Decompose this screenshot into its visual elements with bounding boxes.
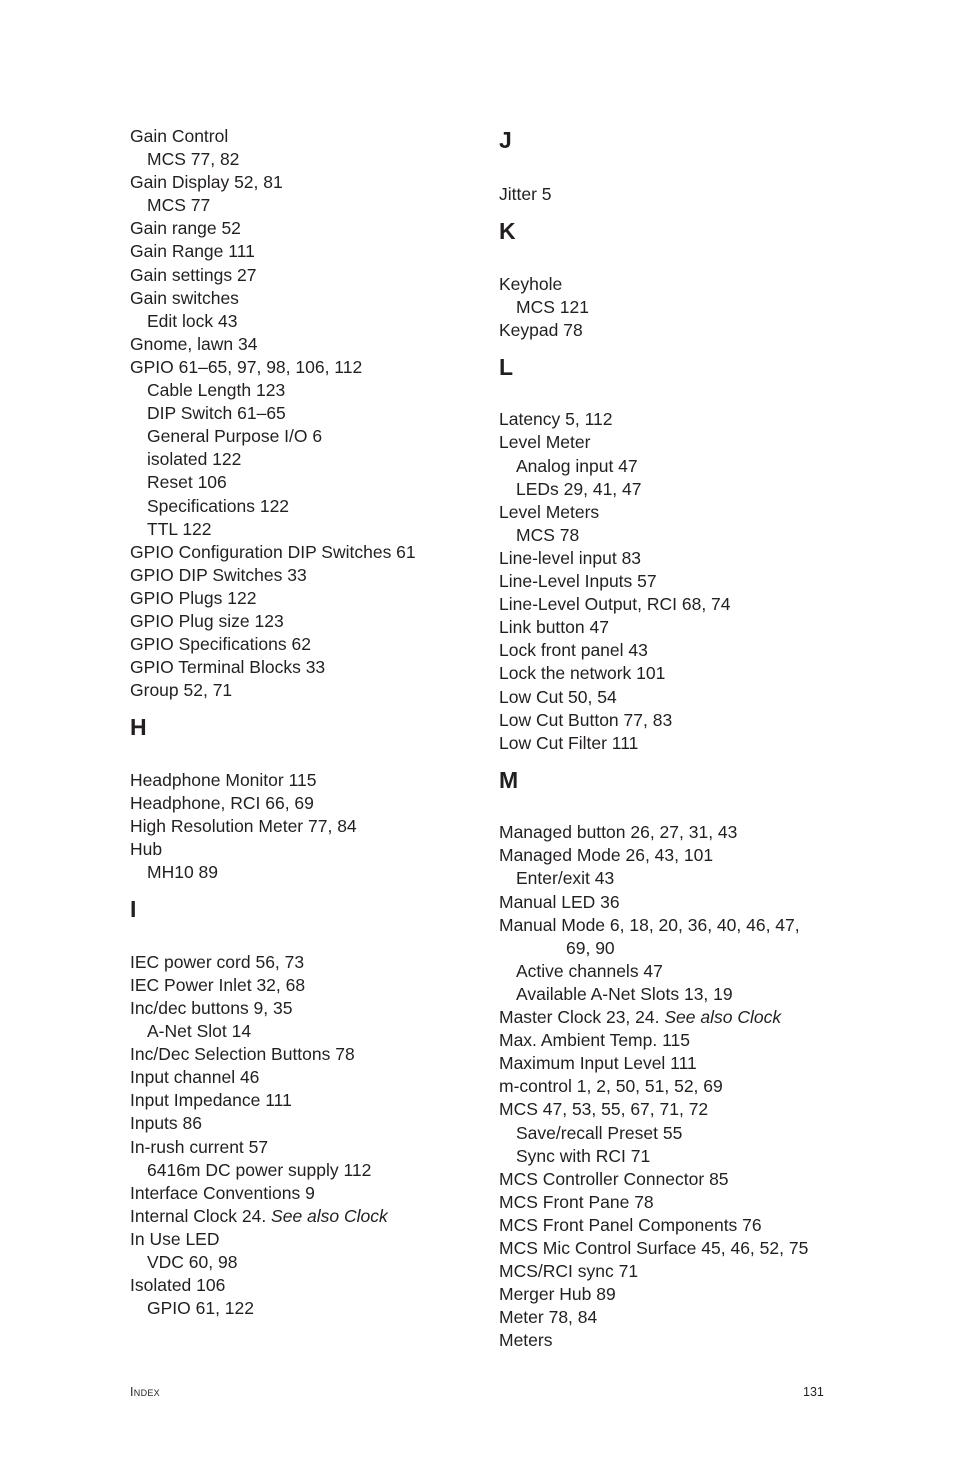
entry-text: 6416m DC power supply 112 (147, 1159, 372, 1180)
entry-text: DIP Switch 61–65 (147, 403, 286, 424)
entry-text: GPIO DIP Switches 33 (130, 564, 307, 585)
entry-text: MCS 47, 53, 55, 67, 71, 72 (499, 1099, 709, 1120)
entry-text: Sync with RCI 71 (516, 1145, 651, 1166)
index-entry (499, 1191, 859, 1214)
entry-text: Gain Range 111 (130, 241, 255, 262)
index-subentry (130, 194, 490, 217)
entry-text: Available A-Net Slots 13, 19 (516, 983, 733, 1004)
section-heading: M (499, 766, 519, 793)
section-heading: I (130, 896, 137, 923)
index-subentry (499, 1145, 859, 1168)
section-heading: J (499, 127, 512, 153)
index-entry (499, 891, 859, 914)
entry-text: Input Impedance 111 (130, 1090, 292, 1111)
index-subentry (130, 379, 490, 402)
index-entry (130, 1136, 490, 1159)
index-subentry (130, 402, 490, 425)
index-entry (499, 1306, 859, 1329)
index-entry (130, 217, 490, 240)
index-subentry (130, 495, 490, 518)
index-subentry (499, 478, 859, 501)
index-entry (130, 240, 490, 263)
index-entry (499, 1168, 859, 1191)
entry-text: Interface Conventions 9 (130, 1182, 315, 1203)
index-subentry (130, 1251, 490, 1274)
entry-text: Max. Ambient Temp. 115 (499, 1030, 690, 1051)
index-subentry (130, 310, 490, 333)
see-also-reference: See also Clock (664, 1007, 782, 1028)
entry-text: MCS Front Panel Components 76 (499, 1214, 762, 1235)
index-entry (499, 408, 859, 431)
entry-text: Manual LED 36 (499, 891, 620, 912)
entry-text: Specifications 122 (147, 495, 290, 516)
index-entry (499, 1214, 859, 1237)
entry-text: IEC power cord 56, 73 (130, 951, 305, 972)
index-entry (499, 1006, 859, 1029)
entry-text: MCS Controller Connector 85 (499, 1168, 729, 1189)
entry-text: Manual Mode 6, 18, 20, 36, 40, 46, 47, (499, 914, 800, 935)
index-entry (499, 662, 859, 685)
entry-text: In Use LED (130, 1228, 220, 1249)
index-entry (130, 541, 490, 564)
entry-text: TTL 122 (147, 518, 212, 539)
index-entry (499, 1075, 859, 1098)
index-entry (130, 1066, 490, 1089)
section-heading: H (130, 714, 147, 741)
entry-text: GPIO Plugs 122 (130, 587, 257, 608)
index-subentry (130, 518, 490, 541)
index-subentry (130, 448, 490, 471)
index-entry (130, 264, 490, 287)
entry-text: Gnome, lawn 34 (130, 333, 258, 354)
entry-text: MCS/RCI sync 71 (499, 1261, 639, 1282)
index-subentry (130, 1297, 490, 1320)
index-entry (130, 792, 490, 815)
entry-text: MCS 121 (516, 296, 589, 317)
entry-text: Line-Level Output, RCI 68, 74 (499, 594, 731, 615)
index-entry (499, 709, 859, 732)
entry-text: Level Meters (499, 501, 600, 522)
entry-text: Maximum Input Level 111 (499, 1053, 697, 1074)
entry-text: GPIO 61, 122 (147, 1298, 255, 1319)
index-entry (499, 914, 859, 937)
index-subentry (130, 425, 490, 448)
index-entry (499, 1329, 859, 1352)
entry-text: Low Cut Button 77, 83 (499, 709, 673, 730)
entry-text: Jitter 5 (499, 184, 552, 204)
entry-text: Input channel 46 (130, 1067, 260, 1088)
index-entry (130, 333, 490, 356)
index-entry (499, 570, 859, 593)
entry-text: Group 52, 71 (130, 680, 233, 701)
entry-text: Reset 106 (147, 472, 227, 493)
index-entry (499, 1260, 859, 1283)
index-entry (130, 951, 490, 974)
entry-text: Merger Hub 89 (499, 1284, 616, 1305)
index-subentry (499, 1122, 859, 1145)
footer-section-label: Index (130, 1385, 160, 1399)
entry-text: A-Net Slot 14 (147, 1021, 252, 1042)
index-entry (499, 821, 859, 844)
entry-text: Headphone Monitor 115 (130, 769, 317, 790)
entry-text: Low Cut Filter 111 (499, 732, 639, 753)
entry-text: MCS Mic Control Surface 45, 46, 52, 75 (499, 1237, 809, 1258)
footer-page-number: 131 (803, 1385, 824, 1399)
section-heading: L (499, 353, 514, 380)
index-entry (130, 287, 490, 310)
index-subentry (499, 960, 859, 983)
entry-text: Cable Length 123 (147, 380, 286, 401)
index-entry (130, 564, 490, 587)
entry-text: Gain Control (130, 126, 229, 146)
index-entry (499, 1029, 859, 1052)
index-subentry (499, 296, 859, 319)
entry-text: MH10 89 (147, 862, 219, 883)
entry-text: Line-Level Inputs 57 (499, 571, 657, 592)
entry-text: Line-level input 83 (499, 547, 642, 568)
index-entry (499, 547, 859, 570)
index-entry (130, 356, 490, 379)
index-entry (499, 501, 859, 524)
entry-text: Gain Display 52, 81 (130, 172, 283, 193)
index-entry (130, 125, 490, 148)
entry-text: Save/recall Preset 55 (516, 1122, 683, 1143)
index-entry (130, 171, 490, 194)
entry-text: m-control 1, 2, 50, 51, 52, 69 (499, 1076, 723, 1097)
entry-text: Gain switches (130, 287, 239, 308)
entry-text: High Resolution Meter 77, 84 (130, 816, 357, 837)
entry-text: MCS 77 (147, 195, 211, 216)
index-entry (130, 997, 490, 1020)
index-entry (499, 1283, 859, 1306)
index-entry (499, 732, 859, 755)
index-subentry (499, 455, 859, 478)
section-heading: K (499, 218, 516, 245)
index-entry (130, 838, 490, 861)
entry-text: Inc/Dec Selection Buttons 78 (130, 1044, 355, 1065)
entry-text: Keyhole (499, 273, 563, 294)
index-entry (499, 319, 859, 342)
entry-text: Inputs 86 (130, 1113, 202, 1134)
index-subentry (499, 524, 859, 547)
entry-text: MCS Front Pane 78 (499, 1191, 654, 1212)
entry-text: Headphone, RCI 66, 69 (130, 792, 314, 813)
index-subentry (499, 983, 859, 1006)
index-entry (499, 273, 859, 296)
index-entry (130, 815, 490, 838)
entry-text: GPIO 61–65, 97, 98, 106, 112 (130, 356, 363, 377)
entry-text: Level Meter (499, 432, 591, 453)
index-subentry (130, 861, 490, 884)
entry-text: Master Clock 23, 24. (499, 1007, 665, 1028)
entry-text: Enter/exit 43 (516, 868, 615, 889)
index-entry (499, 844, 859, 867)
index-entry (499, 616, 859, 639)
entry-text: Isolated 106 (130, 1275, 226, 1296)
index-subentry (130, 471, 490, 494)
index-entry (130, 1228, 490, 1251)
index-subentry (499, 867, 859, 890)
index-entry (499, 1098, 859, 1121)
entry-text: 69, 90 (566, 937, 615, 958)
see-also-reference: See also Clock (271, 1205, 388, 1226)
index-subentry (130, 148, 490, 171)
index-entry (130, 633, 490, 656)
entry-text: Inc/dec buttons 9, 35 (130, 998, 293, 1018)
entry-text: Latency 5, 112 (499, 409, 613, 430)
index-subentry (130, 1159, 490, 1182)
index-entry (130, 1043, 490, 1066)
entry-text: Lock the network 101 (499, 663, 666, 684)
index-entry (130, 656, 490, 679)
entry-text: IEC Power Inlet 32, 68 (130, 974, 306, 995)
entry-text: Gain settings 27 (130, 264, 257, 285)
index-entry (499, 593, 859, 616)
entry-text: Low Cut 50, 54 (499, 686, 617, 707)
entry-text: GPIO Configuration DIP Switches 61 (130, 541, 416, 562)
index-entry (499, 1237, 859, 1260)
entry-text: Link button 47 (499, 617, 609, 638)
entry-text: General Purpose I/O 6 (147, 426, 323, 447)
index-entry (499, 639, 859, 662)
entry-text: LEDs 29, 41, 47 (516, 478, 642, 499)
entry-text: VDC 60, 98 (147, 1252, 238, 1273)
index-column-right (499, 125, 859, 1352)
entry-text: MCS 77, 82 (147, 149, 240, 170)
entry-text: Lock front panel 43 (499, 640, 648, 661)
index-entry (130, 1205, 490, 1228)
index-entry (130, 1112, 490, 1135)
index-entry (130, 1182, 490, 1205)
index-entry (499, 686, 859, 709)
index-entry (130, 1274, 490, 1297)
index-entry (130, 679, 490, 702)
entry-text: Meter 78, 84 (499, 1307, 598, 1328)
entry-text: In-rush current 57 (130, 1136, 269, 1157)
index-entry (130, 610, 490, 633)
entry-text: GPIO Specifications 62 (130, 634, 311, 655)
entry-text: GPIO Terminal Blocks 33 (130, 657, 326, 678)
entry-text: Active channels 47 (516, 960, 663, 981)
index-subentry (130, 1020, 490, 1043)
index-entry (130, 587, 490, 610)
entry-text: isolated 122 (147, 449, 242, 470)
entry-text: Hub (130, 839, 163, 860)
index-entry (499, 431, 859, 454)
entry-text: Managed Mode 26, 43, 101 (499, 845, 714, 866)
entry-text: Keypad 78 (499, 319, 583, 340)
index-entry (130, 974, 490, 997)
entry-text: GPIO Plug size 123 (130, 610, 284, 631)
entry-text: Analog input 47 (516, 455, 638, 476)
index-entry (130, 1089, 490, 1112)
index-column-left (130, 125, 490, 1320)
entry-text: Gain range 52 (130, 218, 241, 239)
index-entry (499, 937, 859, 960)
entry-text: Meters (499, 1330, 553, 1351)
entry-text: Edit lock 43 (147, 310, 238, 331)
entry-text: MCS 78 (516, 524, 580, 545)
index-entry (499, 1052, 859, 1075)
index-entry (499, 183, 859, 206)
index-entry (130, 769, 490, 792)
entry-text: Managed button 26, 27, 31, 43 (499, 822, 738, 843)
entry-text: Internal Clock 24. (130, 1205, 272, 1226)
